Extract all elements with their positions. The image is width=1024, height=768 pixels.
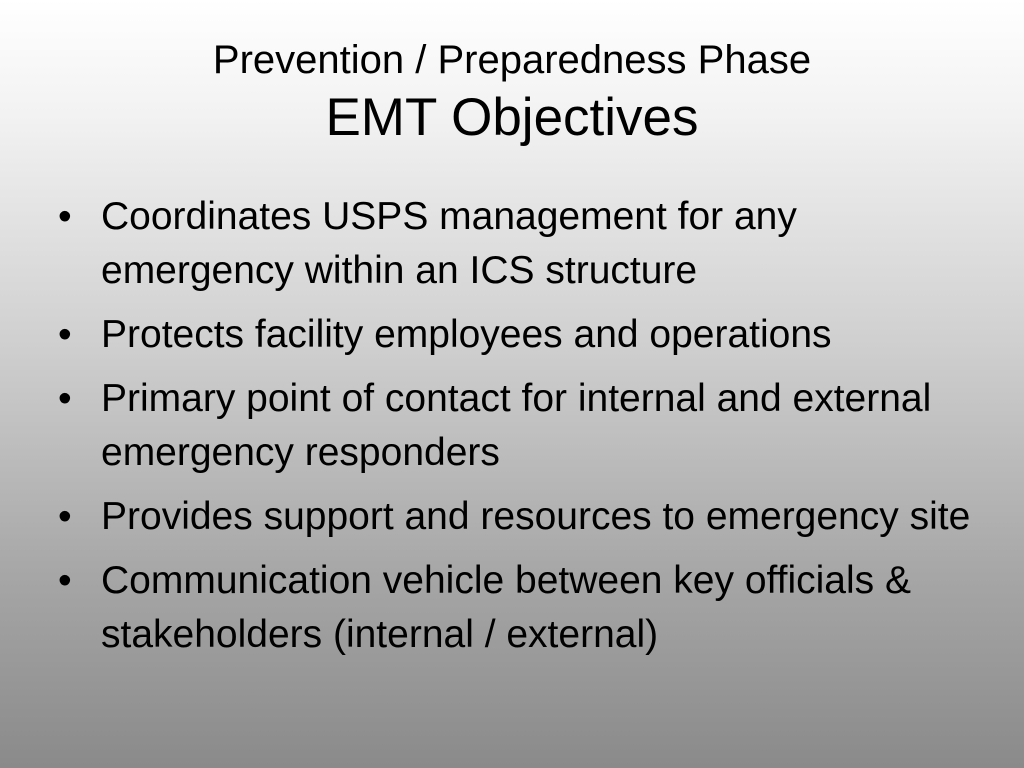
bullet-text: Primary point of contact for internal and external emergency responders bbox=[101, 377, 932, 474]
title-objectives: EMT Objectives bbox=[325, 88, 699, 147]
bullet-text: Coordinates USPS management for any emergency within an ICS structure bbox=[101, 195, 797, 292]
bullet-text: Protects facility employees and operations bbox=[101, 313, 832, 356]
bullet-item bbox=[58, 554, 988, 662]
bullet-marker: • bbox=[58, 195, 72, 238]
bullet-text: Provides support and resources to emergency site bbox=[101, 495, 971, 538]
title-phase: Prevention / Preparedness Phase bbox=[212, 38, 812, 82]
bullet-marker: • bbox=[58, 495, 72, 538]
bullet-text: Communication vehicle between key officials & stakeholders (internal / external) bbox=[101, 559, 912, 656]
bullet-marker: • bbox=[58, 559, 72, 602]
bullet-marker: • bbox=[58, 377, 72, 420]
bullet-item bbox=[58, 190, 988, 298]
slide-title bbox=[0, 34, 1024, 150]
bullet-item bbox=[58, 308, 988, 362]
bullet-list bbox=[58, 190, 988, 672]
bullet-item bbox=[58, 490, 988, 544]
bullet-marker: • bbox=[58, 313, 72, 356]
bullet-item bbox=[58, 372, 988, 480]
